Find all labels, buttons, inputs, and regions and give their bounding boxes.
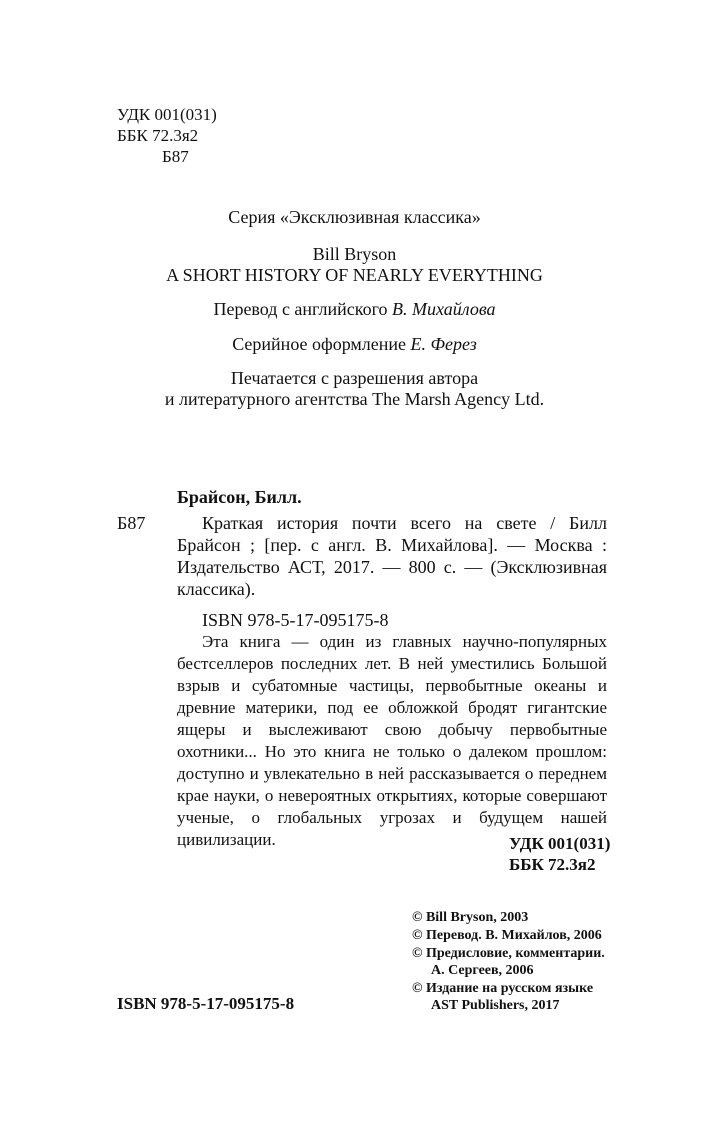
original-title: A SHORT HISTORY OF NEARLY EVERYTHING [166, 265, 543, 285]
copyright-line-3: © Предисловие, комментарии. [412, 946, 605, 961]
bib-isbn: ISBN 978-5-17-095175-8 [202, 610, 389, 630]
copyright-line-5: © Издание на русском языке [412, 981, 594, 996]
bib-heading: Брайсон, Билл. [177, 487, 302, 507]
permission-line-2: и литературного агентства The Marsh Agency Ltd. [164, 389, 545, 409]
udk-code: УДК 001(031) [117, 105, 217, 124]
footer-bbk: ББК 72.3я2 [509, 855, 596, 874]
copyright-line-4: А. Сергеев, 2006 [431, 963, 534, 978]
designer-name: Е. Ферез [410, 334, 477, 354]
author-mark: Б87 [162, 147, 189, 166]
bib-mark: Б87 [117, 513, 146, 533]
design-line [0, 333, 709, 355]
bottom-isbn: ISBN 978-5-17-095175-8 [117, 994, 295, 1013]
annotation-text: Эта книга — один из главных научно-популярных бестселлеров последних лет. В ней уместились Большой взрыв и субатомные частицы, первобытные океаны и древние материки, под ее обложкой бродят гигантские ящеры и выслеживают свою добычу первобытные охотники... Но это книга не только о далеком прошлом: доступно и увлекательно в ней рассказывается о переднем крае науки, о невероятных открытиях, которые совершают ученые, о глобальных угрозах и будущем нашей цивилизации. [177, 632, 607, 849]
bib-description: Краткая история почти всего на свете / Билл Брайсон ; [пер. с англ. В. Михайлова]. — Москва : Издательство АСТ, 2017. — 800 с. — (Эксклюзивная классика). [177, 513, 607, 599]
permission-line-1: Печатается с разрешения автора [230, 368, 479, 388]
bbk-code: ББК 72.3я2 [117, 126, 199, 145]
copyright-line-6: AST Publishers, 2017 [431, 998, 560, 1013]
translation-prefix: Перевод с английского [213, 299, 388, 319]
translation-line [0, 298, 709, 320]
original-author: Bill Bryson [312, 244, 397, 264]
copyright-line-2: © Перевод. В. Михайлов, 2006 [412, 928, 602, 943]
footer-udk: УДК 001(031) [509, 834, 611, 853]
copyright-line-1: © Bill Bryson, 2003 [412, 910, 529, 925]
design-prefix: Серийное оформление [232, 334, 407, 354]
series-line: Серия «Эксклюзивная классика» [228, 207, 481, 227]
translator-name: В. Михайлова [392, 299, 496, 319]
